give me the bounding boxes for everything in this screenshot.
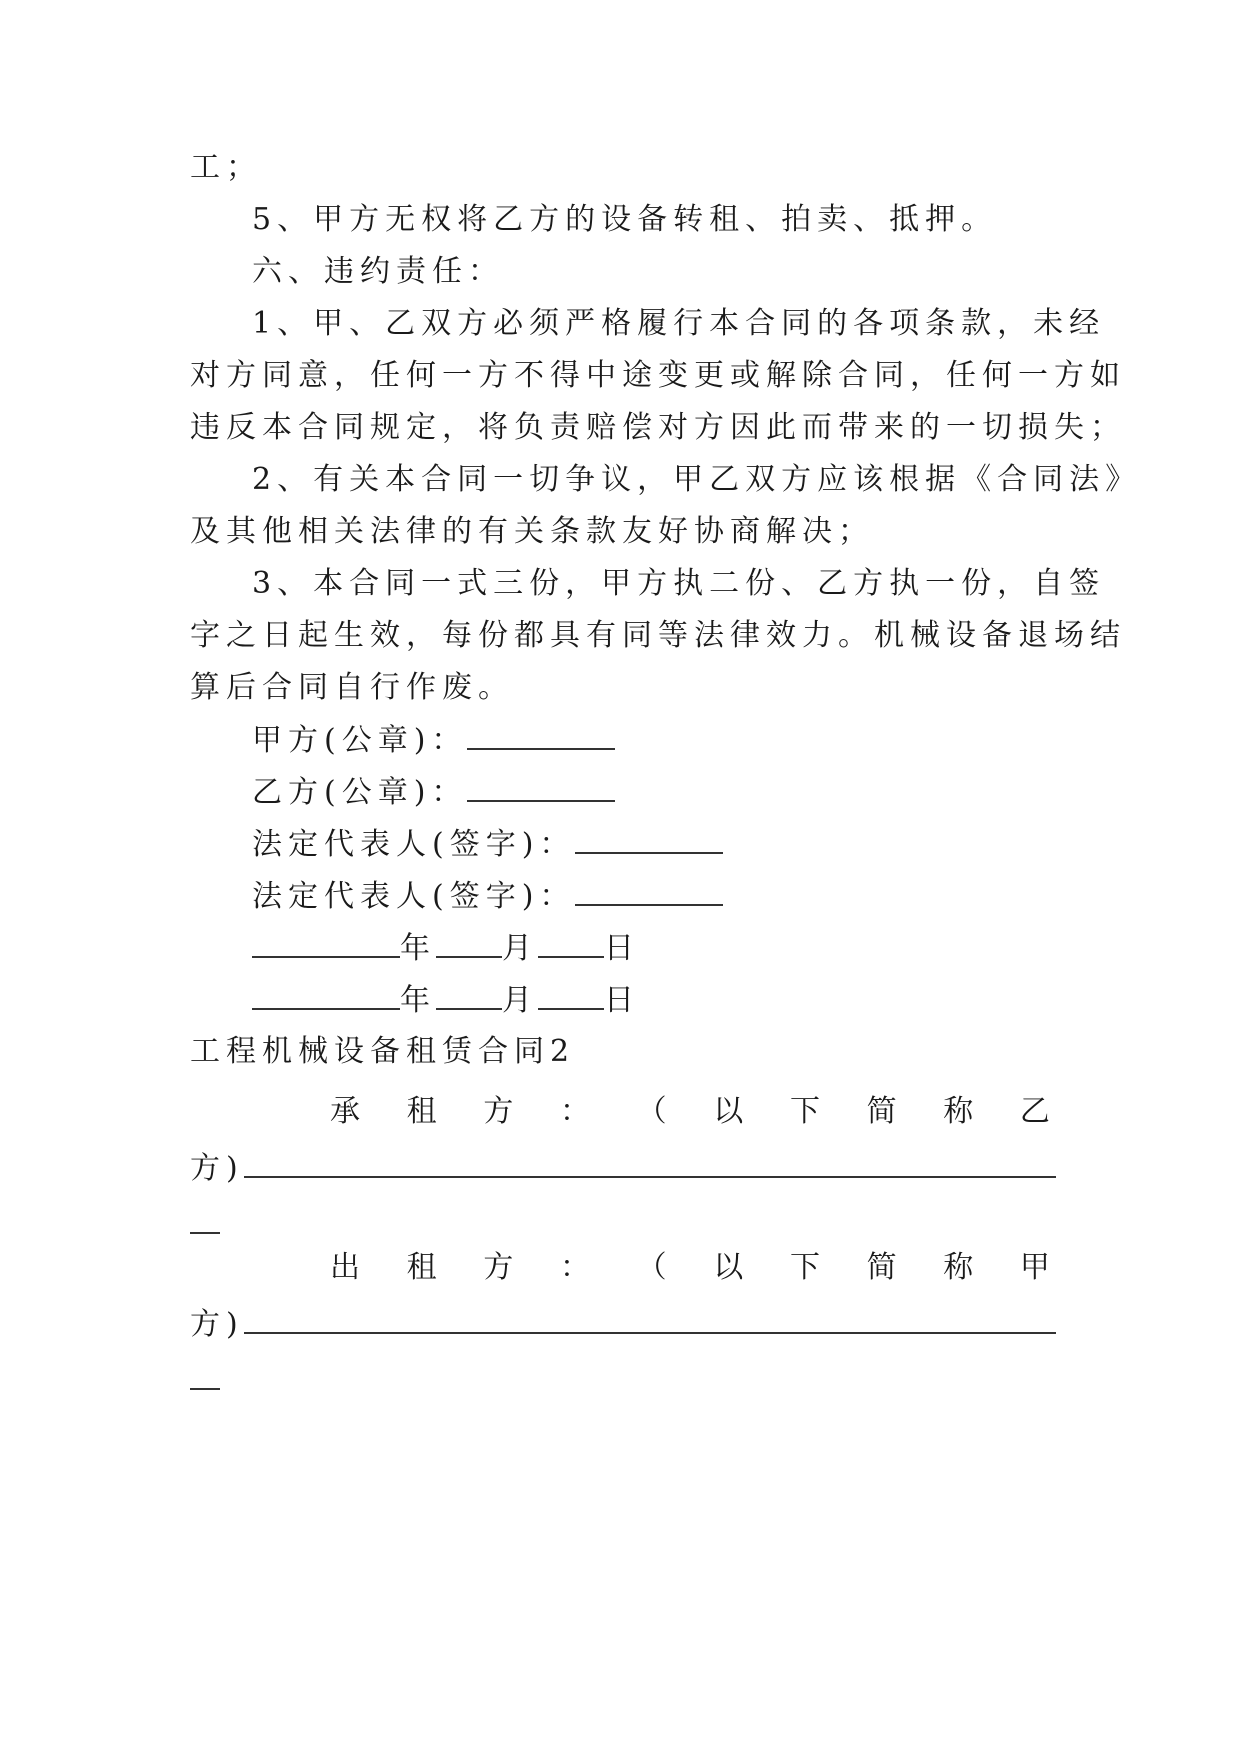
lessee-suffix: 方) — [190, 1151, 244, 1186]
continued-line: 工； — [190, 150, 262, 185]
lessee-blank-tail — [190, 1204, 220, 1234]
lessor-char: 下 — [789, 1250, 820, 1285]
lessor-char: ： — [559, 1250, 590, 1285]
lessee-char: 以 — [713, 1094, 744, 1129]
year-label: 年 — [400, 931, 436, 966]
rep-b-sign-blank — [575, 876, 723, 906]
lessee-char: 称 — [943, 1094, 974, 1129]
clause-1-line-1: 1、甲、乙双方必须严格履行本合同的各项条款，未经 — [252, 306, 1106, 341]
lessor-char: 称 — [943, 1250, 974, 1285]
lessor-fill-tail — [190, 1360, 1050, 1400]
lessor-line — [330, 1248, 1050, 1288]
day-blank — [538, 980, 604, 1010]
month-blank — [436, 980, 502, 1010]
section-6-title: 六、违约责任： — [252, 254, 504, 289]
lessor-char: 简 — [866, 1250, 897, 1285]
party-b-seal-line — [252, 772, 1050, 812]
month-label: 月 — [502, 983, 538, 1018]
party-a-seal-line — [252, 720, 1050, 760]
lessor-suffix: 方) — [190, 1307, 244, 1342]
lessor-blank — [244, 1304, 1056, 1334]
lessee-char: ： — [559, 1094, 590, 1129]
party-a-seal-blank — [467, 720, 615, 750]
clause-3-line-3: 算后合同自行作废。 — [190, 670, 514, 705]
clause-2-line-1: 2、有关本合同一切争议，甲乙双方应该根据《合同法》 — [252, 462, 1142, 497]
lessor-char: 甲 — [1019, 1250, 1050, 1285]
rep-a-sign-blank — [575, 824, 723, 854]
party-a-seal-label: 甲方(公章)： — [252, 723, 468, 758]
clause-3-line-2: 字之日起生效，每份都具有同等法律效力。机械设备退场结 — [190, 618, 1126, 653]
lessee-char: 简 — [866, 1094, 897, 1129]
lessee-blank — [244, 1148, 1056, 1178]
party-b-seal-label: 乙方(公章)： — [252, 775, 468, 810]
contract-2-title: 工程机械设备租赁合同2 — [190, 1034, 576, 1069]
lessor-fill-line — [190, 1304, 1050, 1344]
clause-5: 5、甲方无权将乙方的设备转租、拍卖、抵押。 — [252, 202, 998, 237]
lessor-char: 租 — [406, 1250, 437, 1285]
lessee-fill-line — [190, 1148, 1050, 1188]
month-label: 月 — [502, 931, 538, 966]
day-label: 日 — [604, 983, 640, 1018]
year-label: 年 — [400, 983, 436, 1018]
month-blank — [436, 928, 502, 958]
lessee-char: 下 — [789, 1094, 820, 1129]
clause-3-line-1: 3、本合同一式三份，甲方执二份、乙方执一份，自签 — [252, 566, 1106, 601]
lessee-char: （ — [636, 1094, 667, 1129]
lessor-char: 方 — [483, 1250, 514, 1285]
lessor-char: 以 — [713, 1250, 744, 1285]
date-line-2 — [252, 980, 1050, 1020]
rep-b-sign-label: 法定代表人(签字)： — [252, 879, 576, 914]
lessee-line — [330, 1092, 1050, 1132]
lessee-char: 方 — [483, 1094, 514, 1129]
clause-2-line-2: 及其他相关法律的有关条款友好协商解决； — [190, 514, 874, 549]
rep-a-sign-line — [252, 824, 1050, 864]
day-label: 日 — [604, 931, 640, 966]
lessor-char: 出 — [330, 1250, 360, 1285]
clause-1-line-2: 对方同意，任何一方不得中途变更或解除合同，任何一方如 — [190, 358, 1126, 393]
lessee-fill-tail — [190, 1204, 1050, 1244]
lessor-char: （ — [636, 1250, 667, 1285]
year-blank — [252, 928, 400, 958]
lessee-char: 租 — [406, 1094, 437, 1129]
lessee-char: 乙 — [1019, 1094, 1050, 1129]
lessor-blank-tail — [190, 1360, 220, 1390]
lessee-char: 承 — [330, 1094, 360, 1129]
date-line-1 — [252, 928, 1050, 968]
rep-b-sign-line — [252, 876, 1050, 916]
year-blank — [252, 980, 400, 1010]
clause-1-line-3: 违反本合同规定，将负责赔偿对方因此而带来的一切损失； — [190, 410, 1126, 445]
rep-a-sign-label: 法定代表人(签字)： — [252, 827, 576, 862]
party-b-seal-blank — [467, 772, 615, 802]
day-blank — [538, 928, 604, 958]
